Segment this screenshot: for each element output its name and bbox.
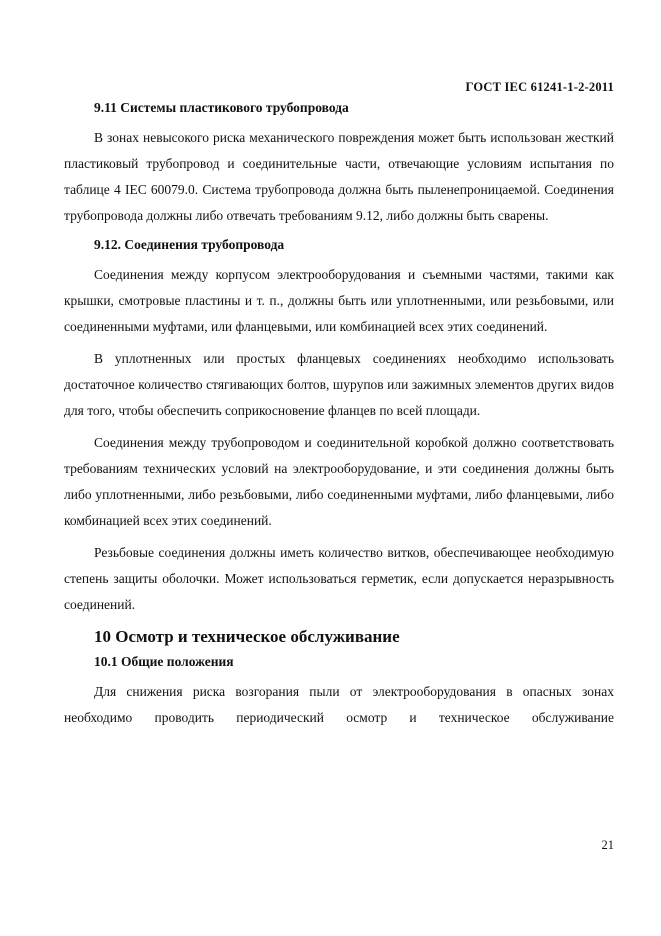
page-number: 21 bbox=[601, 838, 614, 852]
section-9-12-paragraph-3: Соединения между трубопроводом и соединительной коробкой должно соответствовать требованиям технических условий на электрооборудование, и эти соединения должны быть либо уплотненными, либо резьбовыми, либо соединенными муфтами, либо фланцевыми, либо комбинацией всех этих соединений. bbox=[64, 435, 614, 528]
section-10-1-heading: 10.1 Общие положения bbox=[94, 654, 234, 669]
section-9-12-paragraph-1: Соединения между корпусом электрооборудования и съемными частями, такими как крышки, смотровые пластины и т. п., должны быть или уплотненными, или резьбовыми, или соединенными муфтами, или фланцевыми, или комбинацией всех этих соединений. bbox=[64, 267, 614, 334]
page-content bbox=[64, 98, 614, 737]
standard-header: ГОСТ IEC 61241-1-2-2011 bbox=[465, 80, 614, 94]
section-9-12-heading: 9.12. Соединения трубопровода bbox=[94, 237, 285, 252]
section-9-12-paragraph-2: В уплотненных или простых фланцевых соединениях необходимо использовать достаточное количество стягивающих болтов, шурупов или зажимных элементов других видов для того, чтобы обеспечить соприкосновение фланцев по всей площади. bbox=[64, 351, 614, 418]
section-9-12-paragraph-4: Резьбовые соединения должны иметь количество витков, обеспечивающее необходимую степень защиты оболочки. Может использоваться герметик, если допускается неразрывность соединений. bbox=[64, 545, 614, 612]
section-10-heading: 10 Осмотр и техническое обслуживание bbox=[94, 627, 400, 646]
section-9-11-paragraph-1: В зонах невысокого риска механического повреждения может быть использован жесткий пластиковый трубопровод и соединительные части, отвечающие условиям испытания по таблице 4 IEC 60079.0. Система трубопровода должна быть пыленепроницаемой. Соединения трубопровода должны либо отвечать требованиям 9.12, либо должны быть сварены. bbox=[64, 130, 614, 223]
section-10-1-paragraph-1: Для снижения риска возгорания пыли от электрооборудования в опасных зонах необходимо проводить периодический осмотр и техническое обслуживание bbox=[64, 684, 614, 725]
section-9-11-heading: 9.11 Системы пластикового трубопровода bbox=[94, 100, 349, 115]
